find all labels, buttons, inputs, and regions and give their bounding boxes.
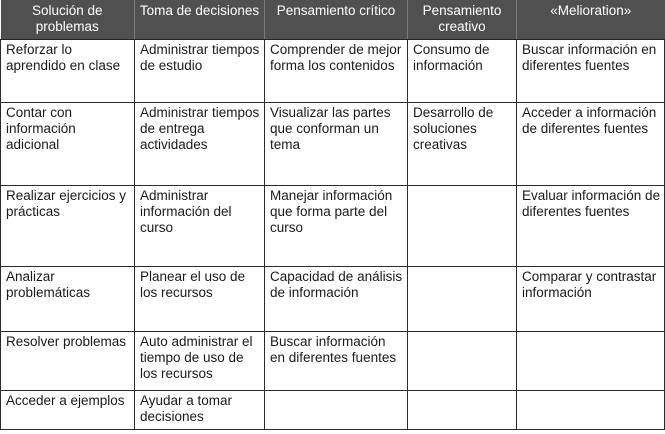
header-creative-thinking: Pensamiento creativo [408,0,517,40]
table-header [1,0,665,40]
table-row [1,332,665,391]
header-melioration: «Melioration» [517,0,665,40]
table-row [1,391,665,430]
table-cell: Desarrollo de soluciones creativas [408,103,517,186]
table-cell [408,267,517,332]
table-cell [408,186,517,267]
header-critical-thinking: Pensamiento crítico [265,0,408,40]
table-cell [517,332,665,391]
table-cell [517,391,665,430]
table-cell [408,332,517,391]
table-cell: Administrar información del curso [135,186,265,267]
table-row [1,103,665,186]
table-row [1,40,665,103]
table-cell: Acceder a información de diferentes fuentes [517,103,665,186]
table-cell: Visualizar las partes que conforman un tema [265,103,408,186]
table-cell: Consumo de información [408,40,517,103]
header-decision-making: Toma de decisiones [135,0,265,40]
table-cell: Buscar información en diferentes fuentes [517,40,665,103]
table-row [1,186,665,267]
table-cell: Auto administrar el tiempo de uso de los recursos [135,332,265,391]
table-cell [408,391,517,430]
header-row [1,0,665,40]
table-cell: Manejar información que forma parte del curso [265,186,408,267]
table-cell: Buscar información en diferentes fuentes [265,332,408,391]
table-cell: Reforzar lo aprendido en clase [1,40,135,103]
table-body [1,40,665,430]
table-cell: Administrar tiempos de estudio [135,40,265,103]
table-cell: Comprender de mejor forma los contenidos [265,40,408,103]
table-cell: Ayudar a tomar decisiones [135,391,265,430]
table-cell: Resolver problemas [1,332,135,391]
table-cell [265,391,408,430]
table-cell: Comparar y contrastar información [517,267,665,332]
table-cell: Administrar tiempos de entrega actividades [135,103,265,186]
table-row [1,267,665,332]
table-cell: Analizar problemáticas [1,267,135,332]
header-problem-solving: Solución de problemas [1,0,135,40]
table-cell: Acceder a ejemplos [1,391,135,430]
table-cell: Planear el uso de los recursos [135,267,265,332]
table-cell: Realizar ejercicios y prácticas [1,186,135,267]
table-cell: Evaluar información de diferentes fuentes [517,186,665,267]
table-cell: Capacidad de análisis de información [265,267,408,332]
table-cell: Contar con información adicional [1,103,135,186]
